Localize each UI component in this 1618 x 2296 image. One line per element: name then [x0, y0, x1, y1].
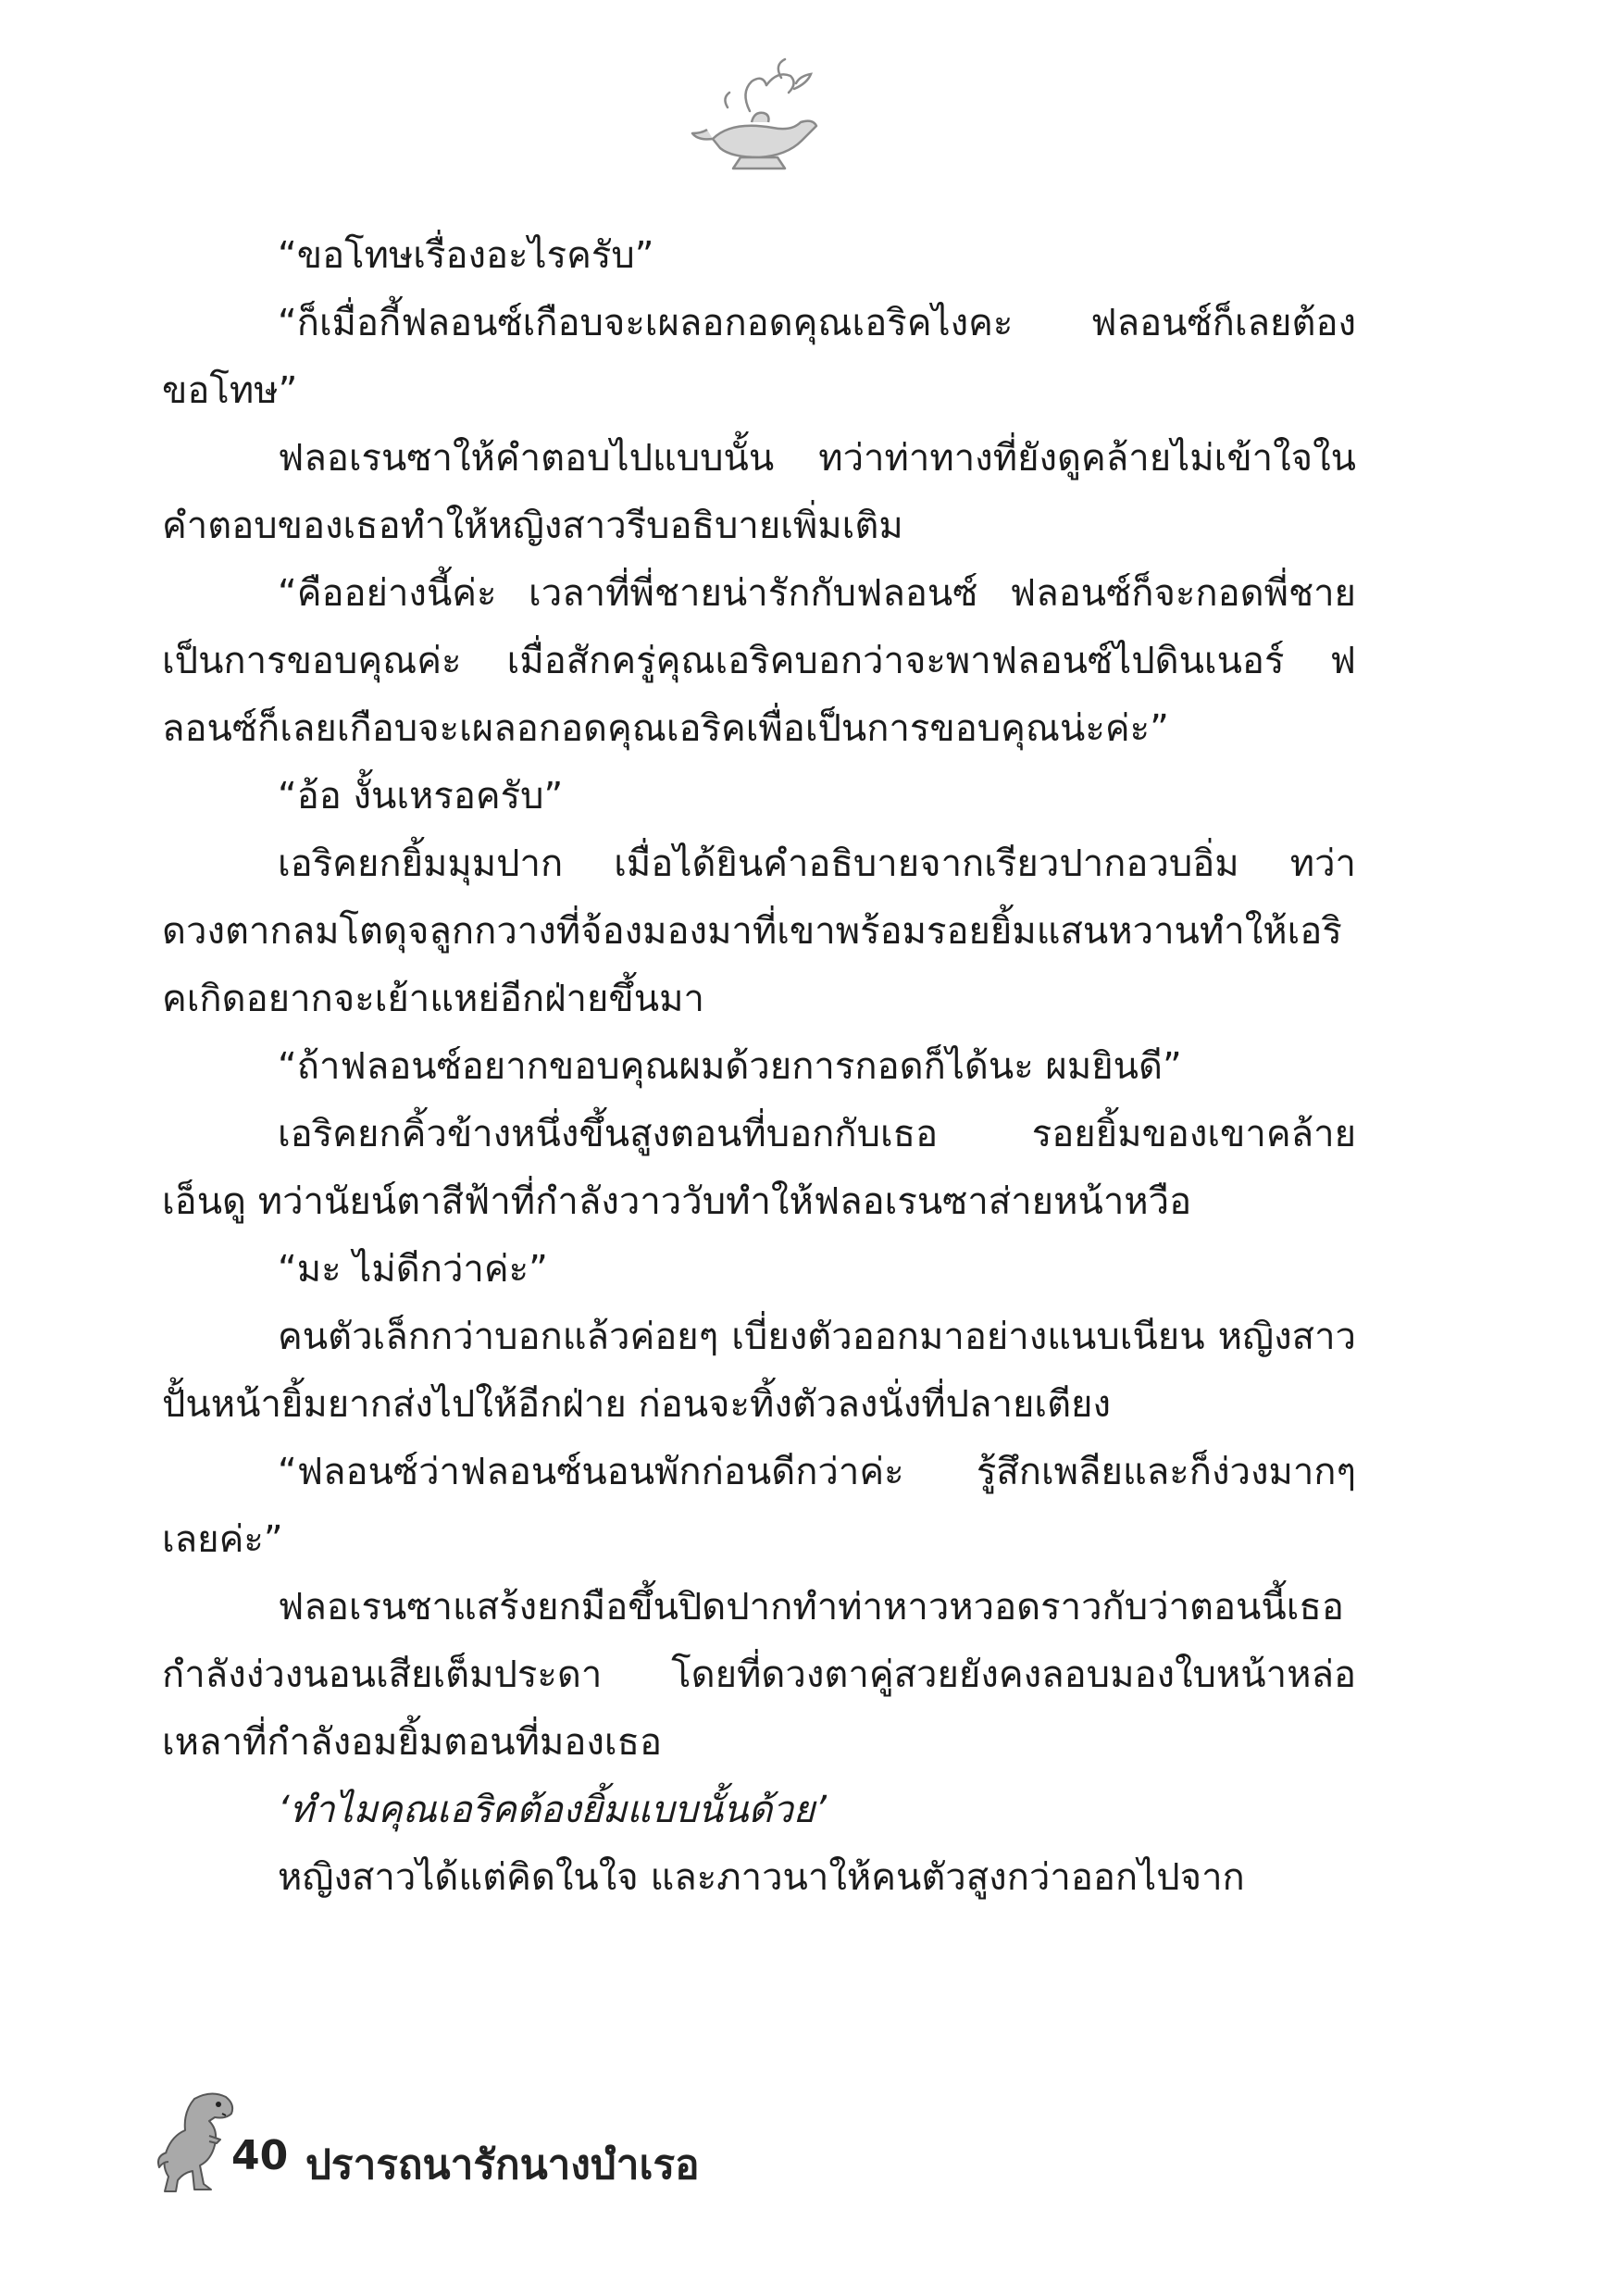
paragraph: หญิงสาวได้แต่คิดในใจ และภาวนาให้คนตัวสูงกว่าออกไปจาก	[278, 1856, 1245, 1899]
magic-lamp-cupid-icon	[685, 56, 824, 176]
page-number: 40	[231, 2132, 289, 2179]
paragraph: ฟลอเรนซาให้คำตอบไปแบบนั้น ทว่าท่าทางที่ยังดูคล้ายไม่เข้าใจในคำตอบของเธอทำให้หญิงสาวรีบอธิบายเพิ่มเติม	[162, 437, 1356, 547]
paragraph: “ขอโทษเรื่องอะไรครับ”	[278, 234, 654, 277]
paragraph: “อ้อ งั้นเหรอครับ”	[278, 775, 564, 817]
page-footer	[157, 2088, 898, 2199]
book-title: ปรารถนารักนางบำเรอ	[305, 2141, 700, 2189]
paragraph: “คืออย่างนี้ค่ะ เวลาที่พี่ชายน่ารักกับฟลอนซ์ ฟลอนซ์ก็จะกอดพี่ชายเป็นการขอบคุณค่ะ เมื่อสักครู่คุณเอริคบอกว่าจะพาฟลอนซ์ไปดินเนอร์ ฟลอนซ์ก็เลยเกือบจะเผลอกอดคุณเอริคเพื่อเป็นการขอบคุณน่ะค่ะ”	[162, 572, 1356, 750]
paragraph-thought: ‘ทำไมคุณเอริคต้องยิ้มแบบนั้นด้วย’	[278, 1789, 828, 1831]
paragraph: “ฟลอนซ์ว่าฟลอนซ์นอนพักก่อนดีกว่าค่ะ รู้สึกเพลียและก็ง่วงมากๆ เลยค่ะ”	[162, 1451, 1356, 1561]
paragraph: “มะ ไม่ดีกว่าค่ะ”	[278, 1248, 548, 1291]
paragraph: เอริคยกคิ้วข้างหนึ่งขึ้นสูงตอนที่บอกกับเธอ รอยยิ้มของเขาคล้ายเอ็นดู ทว่านัยน์ตาสีฟ้าที่กำลังวาววับทำให้ฟลอเรนซาส่ายหน้าหวือ	[162, 1113, 1356, 1223]
paragraph: “ก็เมื่อกี้ฟลอนซ์เกือบจะเผลอกอดคุณเอริคไงคะ ฟลอนซ์ก็เลยต้องขอโทษ”	[162, 302, 1356, 412]
paragraph: เอริคยกยิ้มมุมปาก เมื่อได้ยินคำอธิบายจากเรียวปากอวบอิ่ม ทว่าดวงตากลมโตดุจลูกกวางที่จ้องมองมาที่เขาพร้อมรอยยิ้มแสนหวานทำให้เอริคเกิดอยากจะเย้าแหย่อีกฝ่ายขึ้นมา	[162, 842, 1356, 1020]
paragraph: ฟลอเรนซาแสร้งยกมือขึ้นปิดปากทำท่าหาวหวอดราวกับว่าตอนนี้เธอกำลังง่วงนอนเสียเต็มประดา โดยที่ดวงตาคู่สวยยังคงลอบมองใบหน้าหล่อเหลาที่กำลังอมยิ้มตอนที่มองเธอ	[162, 1586, 1356, 1764]
paragraph: “ถ้าฟลอนซ์อยากขอบคุณผมด้วยการกอดก็ได้นะ ผมยินดี”	[278, 1045, 1182, 1088]
body-text	[162, 222, 1356, 1912]
paragraph: คนตัวเล็กกว่าบอกแล้วค่อยๆ เบี่ยงตัวออกมาอย่างแนบเนียน หญิงสาวปั้นหน้ายิ้มยากส่งไปให้อีกฝ่าย ก่อนจะทิ้งตัวลงนั่งที่ปลายเตียง	[162, 1316, 1356, 1426]
